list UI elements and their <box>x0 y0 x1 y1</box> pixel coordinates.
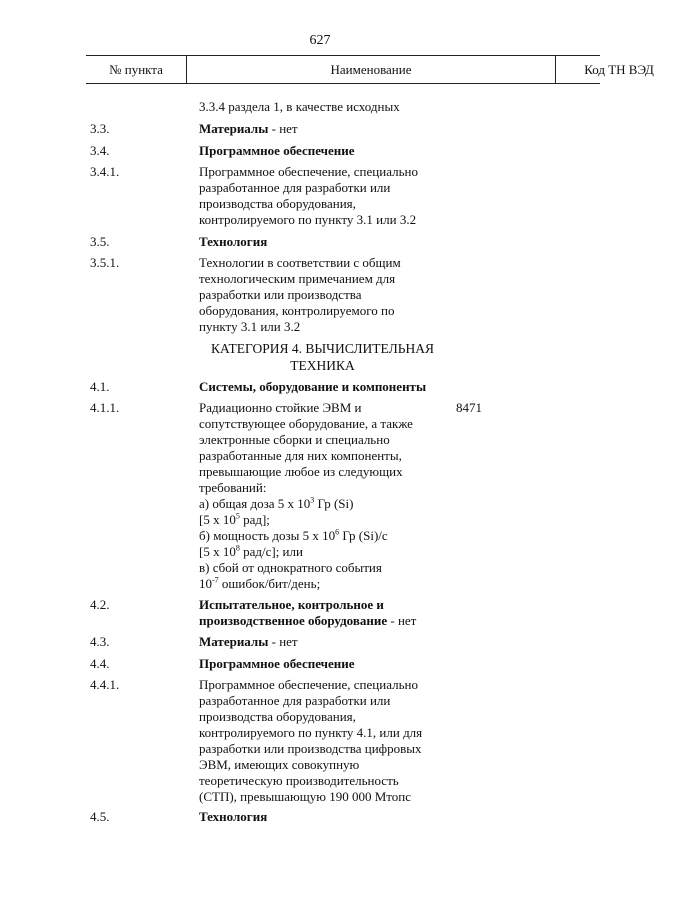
text-line: теоретическую производительность <box>199 773 399 788</box>
item-code: 8471 <box>456 400 482 415</box>
text-line: оборудования, контролируемого по <box>199 303 395 318</box>
formula-line: [5 х $10^5$ рад]; <box>199 511 270 527</box>
item-heading-line: Испытательное, контрольное и <box>199 597 384 612</box>
item-text: 3.3.4 раздела 1, в качестве исходных <box>199 99 400 114</box>
item-suffix: - нет <box>268 634 298 649</box>
category-line: ТЕХНИКА <box>290 358 355 373</box>
text-line: сопутствующее оборудование, а также <box>199 416 413 431</box>
text-line: пункту 3.1 или 3.2 <box>199 319 301 334</box>
text-line: разработки или производства <box>199 287 362 302</box>
item-number: 4.3. <box>90 634 110 649</box>
category-heading <box>190 340 455 374</box>
formula-line: б) мощность дозы 5 х $10^6$ Гр (Si)/с <box>199 527 388 543</box>
item-number: 3.4.1. <box>90 164 120 179</box>
text-line: требований: <box>199 480 267 495</box>
text-line: разработки или производства цифровых <box>199 741 422 756</box>
category-line: КАТЕГОРИЯ 4. ВЫЧИСЛИТЕЛЬНАЯ <box>210 341 434 356</box>
formula-line: а) общая доза 5 х $10^3$ Гр (Si) <box>199 495 354 511</box>
item-heading: Материалы <box>199 634 269 649</box>
text-line: превышающие любое из следующих <box>199 464 403 479</box>
formula-line: $10^{-7}$ ошибок/бит/день; <box>199 575 321 591</box>
text-line: (СТП), превышающую 190 000 Мтопс <box>199 789 412 804</box>
table-header <box>86 55 654 84</box>
text-line: производства оборудования, <box>199 709 356 724</box>
page-number: 627 <box>309 33 331 48</box>
column-header-number: № пункта <box>109 62 163 77</box>
text-line: контролируемого по пункту 4.1, или для <box>199 725 423 740</box>
item-number: 3.4. <box>90 143 110 158</box>
column-header-name: Наименование <box>186 56 556 83</box>
text-line: Технологии в соответствии с общим <box>199 255 401 270</box>
item-text <box>199 400 444 592</box>
item-number: 4.4. <box>90 656 110 671</box>
item-title <box>199 634 444 650</box>
text-line: разработанные для них компоненты, <box>199 448 402 463</box>
text-line: Программное обеспечение, специально <box>199 677 418 692</box>
text-line: Программное обеспечение, специально <box>199 164 418 179</box>
item-suffix: - нет <box>268 121 298 136</box>
text-line: контролируемого по пункту 3.1 или 3.2 <box>199 212 417 227</box>
text-line: Радиационно стойкие ЭВМ и <box>199 400 362 415</box>
item-number: 3.5. <box>90 234 110 249</box>
item-suffix: - нет <box>387 613 417 628</box>
item-number: 4.2. <box>90 597 110 612</box>
item-text <box>199 677 444 805</box>
item-text <box>199 255 444 335</box>
item-heading: Системы, оборудование и компоненты <box>199 379 427 394</box>
item-number: 4.1. <box>90 379 110 394</box>
item-heading: Технология <box>199 234 268 249</box>
text-line: производства оборудования, <box>199 196 356 211</box>
item-title <box>199 597 459 629</box>
item-heading: Технология <box>199 809 268 824</box>
text-line: ЭВМ, имеющих совокупную <box>199 757 360 772</box>
item-number: 3.5.1. <box>90 255 120 270</box>
item-number: 4.4.1. <box>90 677 120 692</box>
text-line: технологическим примечанием для <box>199 271 396 286</box>
item-number: 4.1.1. <box>90 400 120 415</box>
item-heading-line: производственное оборудование <box>199 613 388 628</box>
item-heading: Материалы <box>199 121 269 136</box>
text-line: разработанное для разработки или <box>199 180 391 195</box>
item-title <box>199 121 444 137</box>
item-text <box>199 164 444 228</box>
text-line: электронные сборки и специально <box>199 432 390 447</box>
formula-line: в) сбой от однократного события <box>199 560 382 575</box>
item-heading: Программное обеспечение <box>199 143 355 158</box>
item-number: 4.5. <box>90 809 110 824</box>
text-line: разработанное для разработки или <box>199 693 391 708</box>
item-number: 3.3. <box>90 121 110 136</box>
item-heading: Программное обеспечение <box>199 656 355 671</box>
formula-line: [5 х $10^8$ рад/с]; или <box>199 543 303 559</box>
column-header-code: Код ТН ВЭД <box>584 62 654 77</box>
